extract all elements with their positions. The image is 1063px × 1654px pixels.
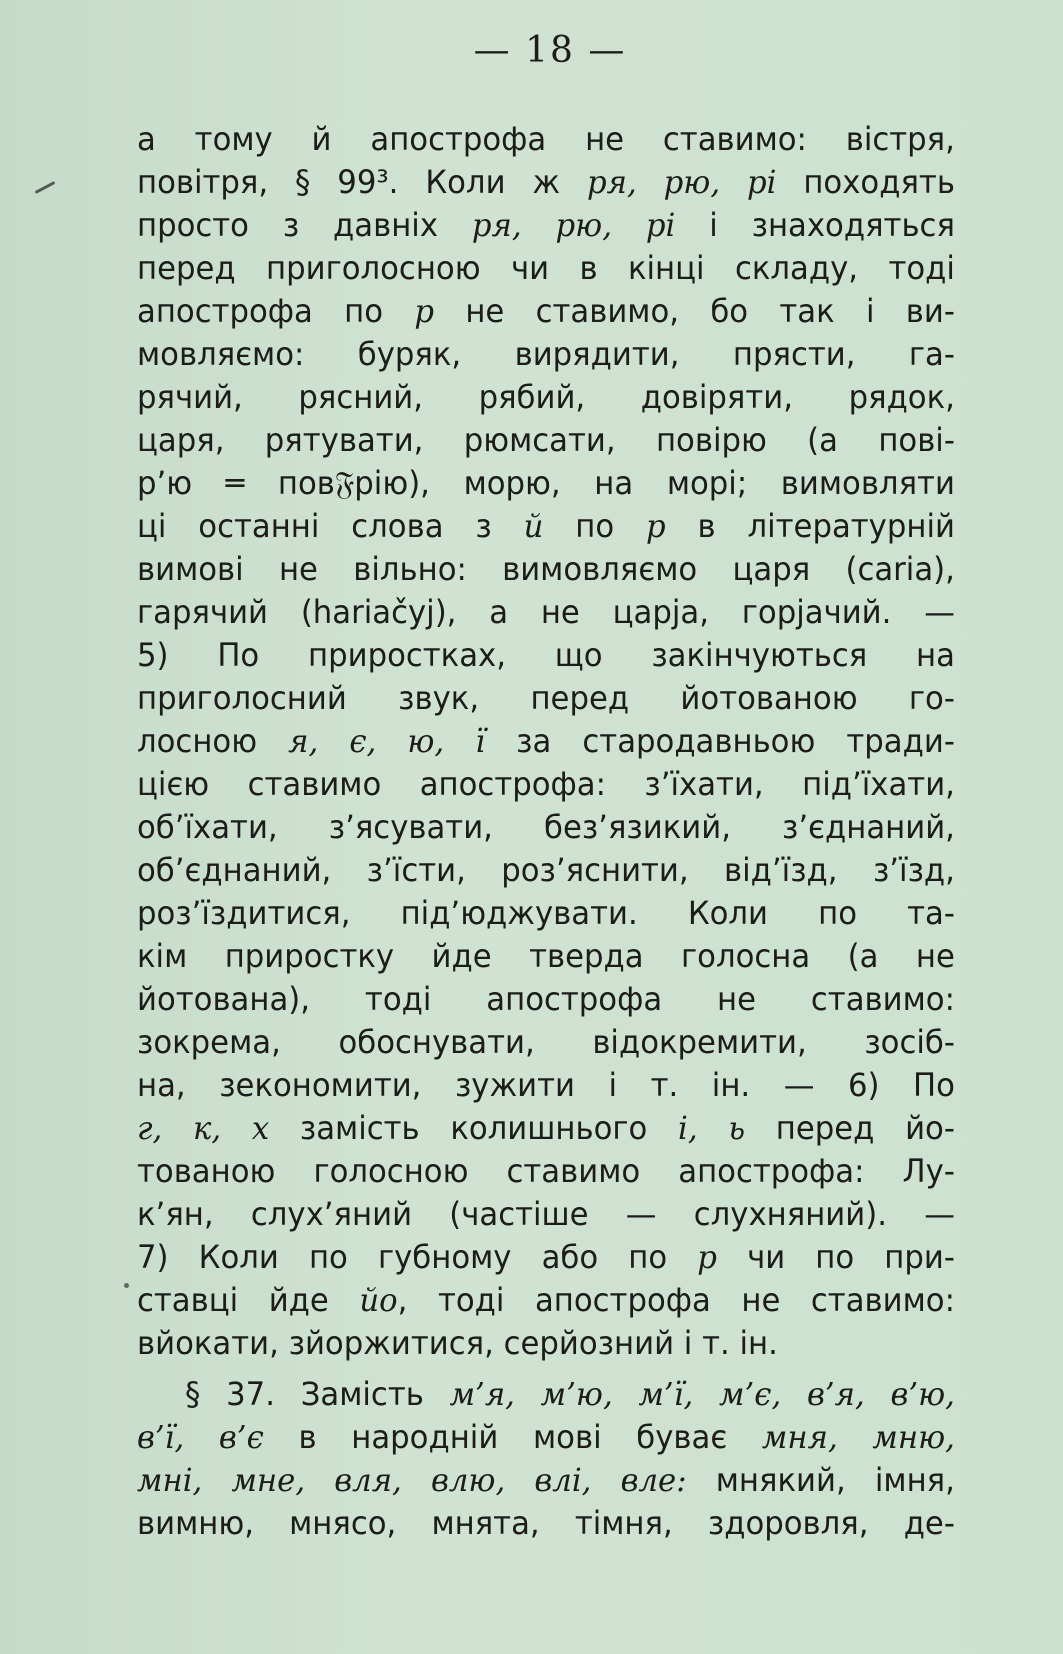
text-line: йотована), тоді апострофа не ставимо:	[137, 980, 955, 1018]
text-line: ці останні слова з й по р в літературній	[137, 507, 955, 545]
margin-pencil-mark	[35, 181, 56, 194]
text-line: лосною я, є, ю, ї за стародавньою тради-	[137, 722, 955, 760]
text-line: просто з давніх ря, рю, рі і знаходяться	[137, 206, 955, 244]
text-line: тованою голосною ставимо апострофа: Лу-	[137, 1152, 955, 1190]
text-line: р’ю ═ пов𝔉рію), морю, на морі; вимовляти	[137, 464, 955, 502]
text-line: а тому й апострофа не ставимо: вістря,	[137, 120, 955, 158]
text-line: об’єднаний, з’їсти, роз’яснити, від’їзд, з’їзд,	[137, 851, 955, 889]
text-line: повітря, § 99³. Коли ж ря, рю, рі походять	[137, 163, 955, 201]
text-line: к’ян, слух’яний (частіше — слухняний). —	[137, 1195, 955, 1233]
text-line: рячий, рясний, рябий, довіряти, рядок,	[137, 378, 955, 416]
text-line: перед приголосною чи в кінці складу, тоді	[137, 249, 955, 287]
text-line: роз’їздитися, під’юджувати. Коли по та-	[137, 894, 955, 932]
text-line: царя, рятувати, рюмсати, повірю (а пові-	[137, 421, 955, 459]
text-line: мовляємо: буряк, вирядити, прясти, га-	[137, 335, 955, 373]
text-line: в’ї, в’є в народній мові буває мня, мню,	[137, 1418, 955, 1456]
text-line: ставці йде йо, тоді апострофа не ставимо:	[137, 1281, 955, 1319]
margin-dot	[124, 1283, 129, 1288]
text-line: апострофа по р не ставимо, бо так і ви-	[137, 292, 955, 330]
section-37-heading-line: § 37. Замість м’я, м’ю, м’ї, м’є, в’я, в’ю,	[185, 1375, 955, 1413]
text-line: приголосний звук, перед йотованою го-	[137, 679, 955, 717]
text-line: вимню, мнясо, мнята, тімня, здоровля, де-	[137, 1504, 955, 1542]
text-line: вимові не вільно: вимовляємо царя (caria),	[137, 550, 955, 588]
text-line: об’їхати, з’ясувати, без’язикий, з’єднаний,	[137, 808, 955, 846]
text-line: 5) По приростках, що закінчуються на	[137, 636, 955, 674]
text-line: гарячий (hariačyj), а не царjа, горjачий. —	[137, 593, 955, 631]
page-number: — 18 —	[473, 30, 627, 71]
page-body-text	[137, 118, 989, 1545]
text-line: мні, мне, вля, влю, влі, вле: мнякий, імня,	[137, 1461, 955, 1499]
text-line: цією ставимо апострофа: з’їхати, під’їхати,	[137, 765, 955, 803]
text-line: кім приростку йде тверда голосна (а не	[137, 937, 955, 975]
text-line: на, зекономити, зужити і т. ін. — 6) По	[137, 1066, 955, 1104]
text-line: зокрема, обоснувати, відокремити, зосіб-	[137, 1023, 955, 1061]
text-line: вйокати, зйоржитися, серйозний і т. ін.	[137, 1324, 778, 1362]
text-line: г, к, х замість колишнього і, ь перед йо-	[137, 1109, 955, 1147]
text-line: 7) Коли по губному або по р чи по при-	[137, 1238, 955, 1276]
